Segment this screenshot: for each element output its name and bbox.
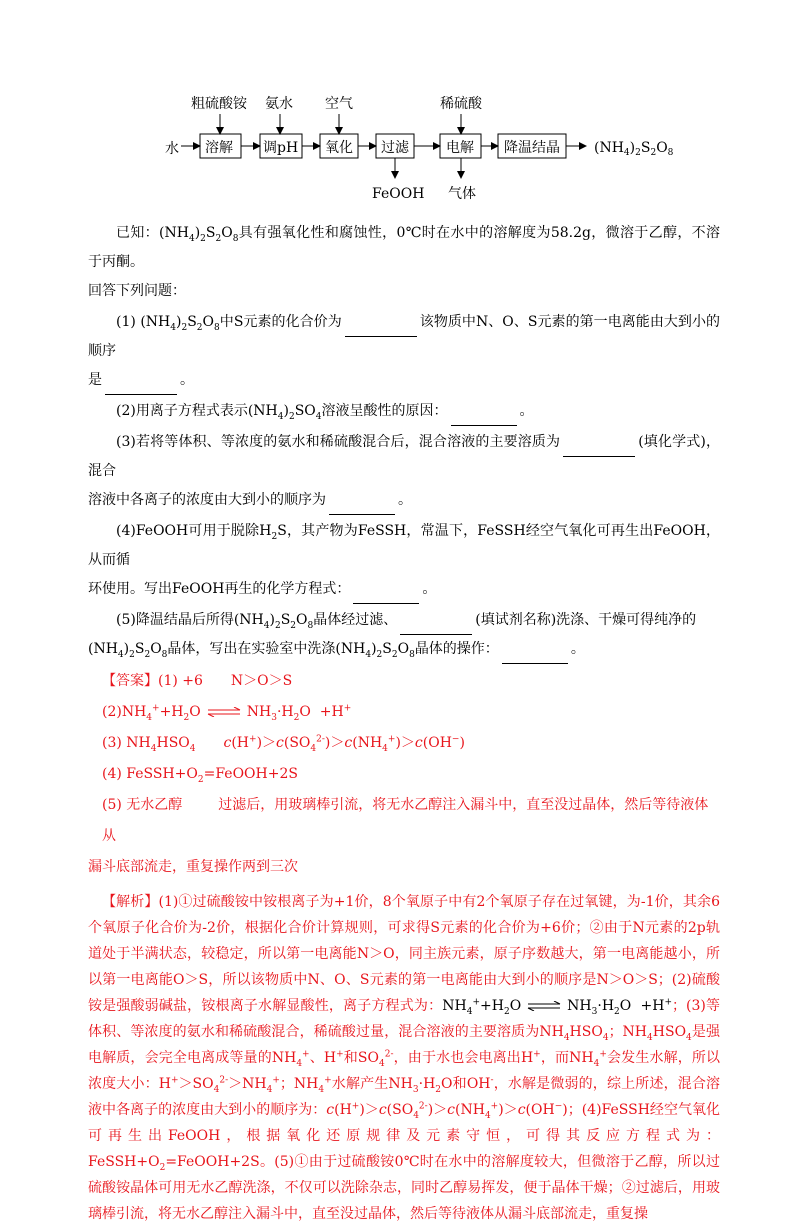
answer-line-6: 漏斗底部流走，重复操作两到三次 bbox=[88, 859, 298, 875]
flow-box-label: 溶解 bbox=[205, 140, 233, 156]
analysis-tag: 【解析】 bbox=[102, 894, 159, 910]
question-1: (1) $(NH_4)_2S_2O_8$中S元素的化合价为 该物质中N、O、S元素的第一电离能由大到小的顺序 bbox=[88, 314, 720, 359]
answer-blank[interactable] bbox=[353, 585, 419, 604]
question-3-cont: 溶液中各离子的浓度由大到小的顺序为 。 bbox=[88, 486, 720, 515]
answer-blank[interactable] bbox=[451, 407, 517, 426]
answer-blank[interactable] bbox=[345, 318, 417, 337]
flow-input-label: 空气 bbox=[325, 96, 353, 112]
flow-input-label: 粗硫酸铵 bbox=[191, 96, 247, 112]
question-4-cont: 环使用。写出FeOOH再生的化学方程式： 。 bbox=[88, 575, 720, 604]
answer-blank[interactable] bbox=[329, 496, 395, 515]
answer-line-4: (4) $FeSSH+O_2=FeOOH+2S$ bbox=[102, 766, 298, 785]
question-3: (3)若将等体积、等浓度的氨水和稀硫酸混合后，混合溶液的主要溶质为 (填化学式)，混合 bbox=[88, 434, 720, 479]
flow-product-label: $(NH_4)_2S_2O_8$ bbox=[594, 140, 674, 158]
answer-line-1: 【答案】(1) +6 N＞O＞S bbox=[102, 673, 293, 689]
reversible-arrow-icon bbox=[207, 707, 241, 717]
flow-water-label: 水 bbox=[165, 141, 179, 157]
flow-box-label: 过滤 bbox=[381, 140, 409, 156]
answer-line-3: (3) $NH_4HSO_4$ $c(H^+)>c(SO_4^{2-})>c(NH_4^+)>c(OH^-)$ bbox=[102, 734, 465, 754]
question-5: (5)降温结晶后所得$(NH_4)_2S_2O_8$晶体经过滤、 (填试剂名称)洗涤、干燥可得纯净的 bbox=[88, 606, 720, 635]
answer-blank[interactable] bbox=[400, 616, 472, 635]
question-content bbox=[88, 219, 720, 1227]
question-2: (2)用离子方程式表示$(NH_4)_2SO_4$溶液呈酸性的原因： 。 bbox=[88, 397, 720, 426]
question-4: (4)FeOOH可用于脱除$H_2S$，其产物为FeSSH，常温下，FeSSH经空气氧化可再生出FeOOH，从而循 bbox=[88, 523, 721, 568]
flow-box-label: 调pH bbox=[263, 140, 299, 156]
analysis-section: 【解析】(1)①过硫酸铵中铵根离子为+1价，8个氧原子中有2个氧原子存在过氧键，为-1价，其余6个氧原子化合价为-2价，根据化合价计算规则，可求得S元素的化合价为+6价；②由于N元素的2p轨道处于半满状态，较稳定，所以第一电离能N＞O，同主族元素，原子序数越大，第一电离能越小，所以第一电离能O＞S，所以该物质中N、O、S元素的第一电离能由大到小的顺序是N＞O＞S；(2)硫酸铵是强酸弱碱盐，铵根离子水解显酸性，离子方程式为：$NH_4^++H_2O$ $NH_3\cdot H_2O +H^+$；(3)等体积、等浓度的氨水和稀硫酸混合，稀硫酸过量，混合溶液的主要溶质为$NH_4HSO_4$；$NH_4HSO_4$是强电解质，会完全电离成等量的$NH_4^+$、H+和$SO_4^{2-}$，由于水也会电离出H+，而$NH_4^+$会发生水解，所以浓度大小：$H^+>SO_4^{2-}>NH_4^+$；$NH_4^+$水解产生$NH_3\cdot H_2O$和OH-，水解是微弱的，综上所述，混合溶液中各离子的浓度由大到小的顺序为：$c(H^+)>c(SO_4^{2-})>c(NH_4^+)>c(OH^-)$；(4)FeSSH经空气氧化可再生出FeOOH，根据氧化还原规律及元素守恒，可得其反应方程式为：$FeSSH+O_2=FeOOH+2S$。(5)①由于过硫酸铵0℃时在水中的溶解度较大，但微溶于乙醇，所以过硫酸铵晶体可用无水乙醇洗涤，不仅可以洗除杂志，同时乙醇易挥发，便于晶体干燥；②过滤后，用玻璃棒引流，将无水乙醇注入漏斗中，直至没过晶体，然后等待液体从漏斗底部流走，重复操 bbox=[88, 894, 721, 1222]
answer-tag: 【答案】 bbox=[102, 673, 158, 689]
answer-section bbox=[88, 666, 720, 883]
known-info: 已知：$(NH_4)_2S_2O_8$具有强氧化性和腐蚀性，0℃时在水中的溶解度为58.2g，微溶于乙醇，不溶于丙酮。 bbox=[88, 225, 721, 270]
flow-output-label: FeOOH bbox=[372, 186, 425, 202]
process-flow-diagram bbox=[0, 0, 800, 215]
flow-input-label: 氨水 bbox=[265, 96, 293, 112]
instruction: 回答下列问题： bbox=[88, 283, 186, 299]
answer-blank[interactable] bbox=[502, 645, 568, 664]
question-5-cont: $(NH_4)_2S_2O_8$晶体，写出在实验室中洗涤$(NH_4)_2S_2O_8$晶体的操作： 。 bbox=[88, 635, 720, 664]
flow-input-label: 稀硫酸 bbox=[440, 96, 482, 112]
reversible-arrow-icon bbox=[527, 1001, 561, 1011]
flow-box-label: 氧化 bbox=[325, 140, 353, 156]
question-1-cont: 是 。 bbox=[88, 366, 720, 395]
answer-line-5: (5) 无水乙醇 过滤后，用玻璃棒引流，将无水乙醇注入漏斗中，直至没过晶体，然后等待液体从 bbox=[102, 797, 709, 844]
answer-blank[interactable] bbox=[563, 438, 635, 457]
flow-output-label: 气体 bbox=[448, 186, 476, 202]
flow-box-label: 电解 bbox=[446, 140, 474, 156]
flow-box-label: 降温结晶 bbox=[504, 140, 560, 156]
answer-line-2: $(2)NH_4^++H_2O$ $NH_3\cdot H_2O +H^+$ bbox=[102, 703, 352, 723]
answer-blank[interactable] bbox=[105, 376, 177, 395]
